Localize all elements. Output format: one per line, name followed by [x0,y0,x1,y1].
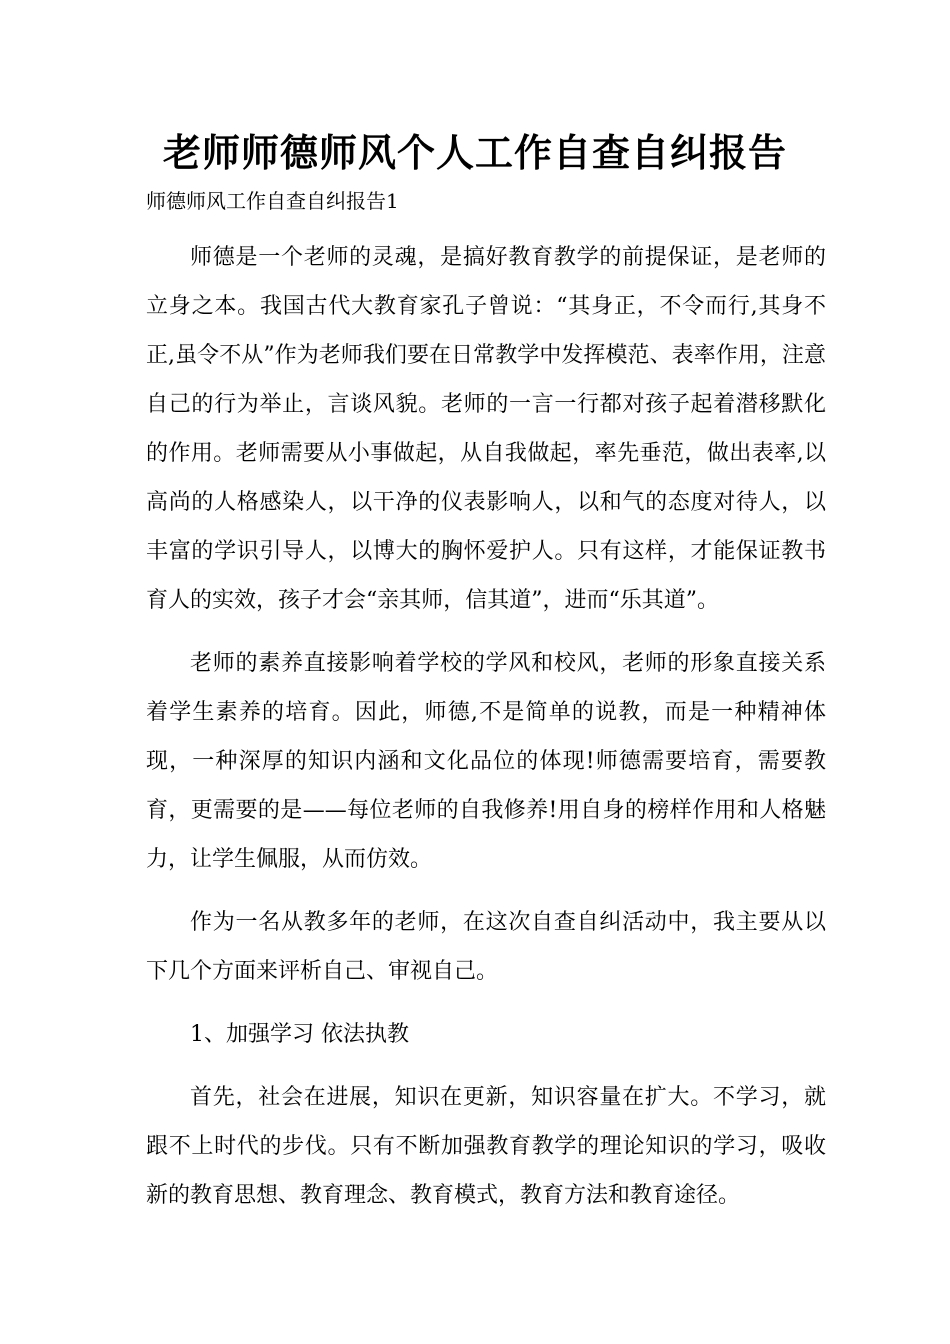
document-subtitle: 师德师风工作自查自纠报告1 [146,189,399,213]
paragraph: 作为一名从教多年的老师，在这次自查自纠活动中，我主要从以下几个方面来评析自己、审视自己。 [146,910,826,984]
paragraph: 师德是一个老师的灵魂，是搞好教育教学的前提保证，是老师的立身之本。我国古代大教育家孔子曾说：“其身正，不令而行,其身不正,虽令不从”作为老师我们要在日常教学中发挥模范、表率作用，注意自己的行为举止，言谈风貌。老师的一言一行都对孩子起着潜移默化的作用。老师需要从小事做起，从自我做起，率先垂范，做出表率,以高尚的人格感染人，以干净的仪表影响人，以和气的态度对待人，以丰富的学识引导人，以博大的胸怀爱护人。只有这样，才能保证教书育人的实效，孩子才会“亲其师，信其道”，进而“乐其道”。 [146,245,826,613]
paragraph: 老师的素养直接影响着学校的学风和校风，老师的形象直接关系着学生素养的培育。因此，师德,不是简单的说教，而是一种精神体现，一种深厚的知识内涵和文化品位的体现!师德需要培育，需要教育，更需要的是——每位老师的自我修养!用自身的榜样作用和人格魅力，让学生佩服，从而仿效。 [146,651,826,872]
document-title: 老师师德师风个人工作自查自纠报告 [162,131,787,175]
document-body [146,233,826,1234]
section-heading: 1、加强学习 依法执教 [190,1022,409,1047]
paragraph: 首先，社会在进展，知识在更新，知识容量在扩大。不学习，就跟不上时代的步伐。只有不断加强教育教学的理论知识的学习，吸收新的教育思想、教育理念、教育模式，教育方法和教育途径。 [146,1085,826,1208]
